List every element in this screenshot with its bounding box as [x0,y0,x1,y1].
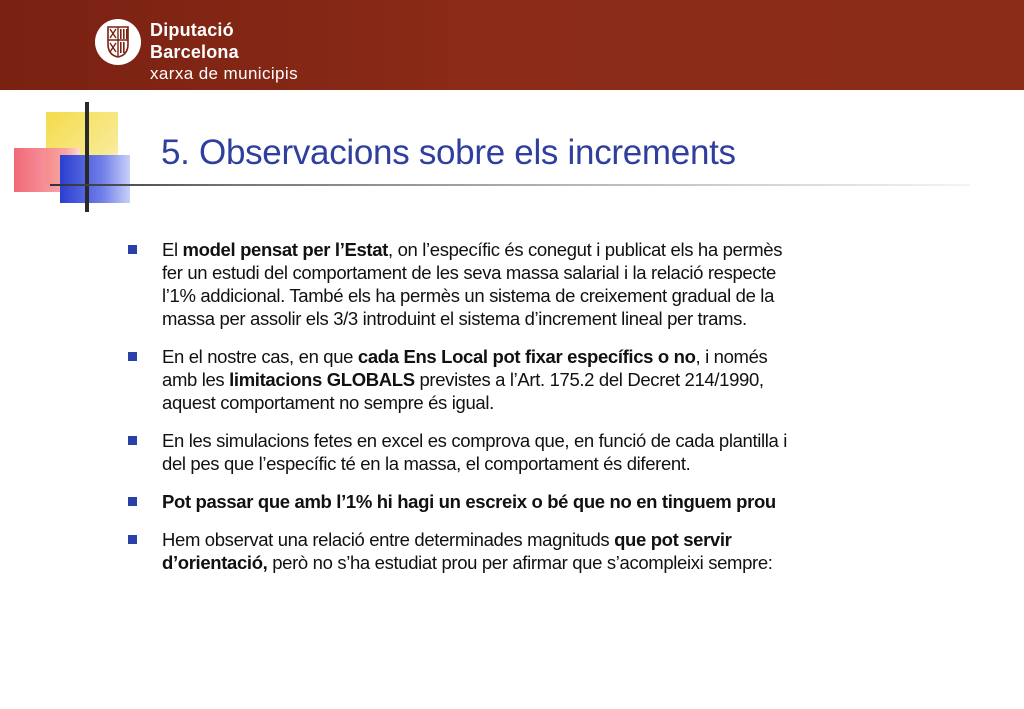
deco-vertical-line [85,102,89,212]
square-bullet-icon [128,535,137,544]
slide-title: 5. Observacions sobre els increments [161,133,736,172]
org-name-line2: Barcelona [150,42,239,62]
square-bullet-icon [128,245,137,254]
bullet-item [128,490,868,513]
bullet-text-line [162,368,868,391]
text-run: però no s’ha estudiat prou per afirmar que s’acompleixi sempre: [267,552,773,573]
bold-text-run: limitacions GLOBALS [229,369,415,390]
bold-text-run: model pensat per l’Estat [182,239,388,260]
square-bullet-icon [128,436,137,445]
header-banner [0,0,1024,90]
text-run: del pes que l’específic té en la massa, el comportament és diferent. [162,453,691,474]
text-run: En les simulacions fetes en excel es comprova que, en funció de cada plantilla i [162,430,788,451]
bullet-text-line [162,307,868,330]
bullet-text-line [162,452,868,475]
bullet-text-line [162,391,868,414]
deco-blue-square [60,155,130,203]
text-run: El [162,239,183,260]
bold-text-run: Pot passar que amb l’1% hi hagi un escreix o bé que no en tinguem prou [162,491,776,512]
bold-text-run: cada Ens Local pot fixar específics o no [357,346,696,367]
title-underline [50,184,970,186]
text-run: fer un estudi del comportament de les seva massa salarial i la relació respecte [162,262,776,283]
text-run: massa per assolir els 3/3 introduint el sistema d’increment lineal per trams. [162,308,747,329]
bullet-item [128,429,868,475]
bullet-item [128,238,868,330]
bullet-text-line [162,284,868,307]
bullet-item [128,345,868,414]
bullet-text-line [162,429,868,452]
bullet-text-line [162,528,868,551]
bullet-text-line [162,490,868,513]
bullet-text-line [162,261,868,284]
text-run: En el nostre cas, en que [162,346,358,367]
text-run: Hem observat una relació entre determinades magnituds [162,529,615,550]
text-run: previstes a l’Art. 175.2 del Decret 214/1990, [414,369,764,390]
bullet-text-line [162,345,868,368]
text-run: , on l’específic és conegut i publicat els ha permès [387,239,783,260]
text-run: aquest comportament no sempre és igual. [162,392,494,413]
bold-text-run: que pot servir [614,529,732,550]
bullet-text-line [162,238,868,261]
square-bullet-icon [128,352,137,361]
square-bullet-icon [128,497,137,506]
bullet-text-line [162,551,868,574]
org-tagline: xarxa de municipis [150,64,298,83]
text-run: l’1% addicional. També els ha permès un sistema de creixement gradual de la [162,285,775,306]
org-name-line1: Diputació [150,20,234,40]
diputacio-shield-icon [107,26,129,58]
bullet-item [128,528,868,574]
bullet-list [128,238,868,589]
bold-text-run: d’orientació, [162,552,268,573]
text-run: amb les [162,369,230,390]
text-run: , i només [695,346,768,367]
